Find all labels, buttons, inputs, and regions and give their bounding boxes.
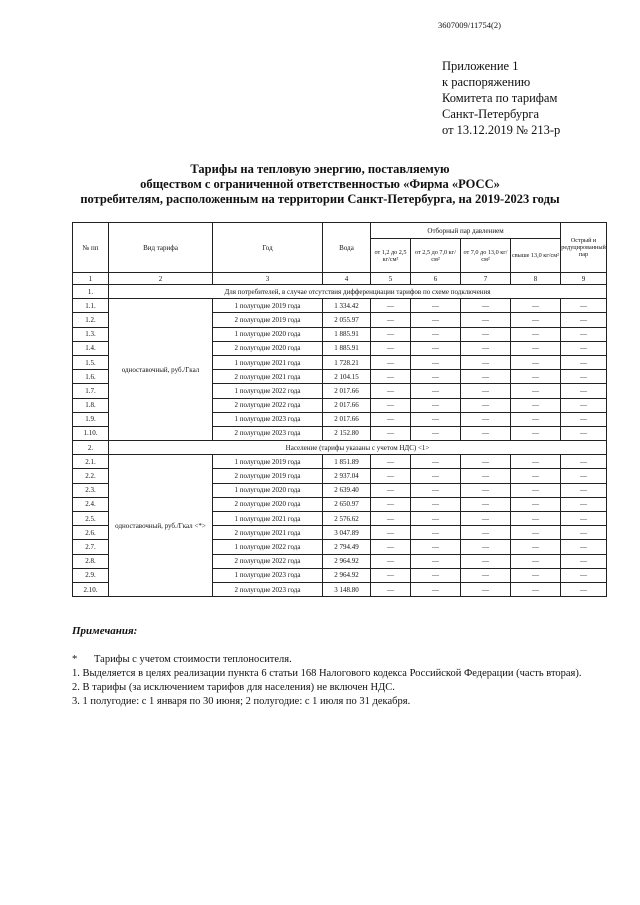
- dash-cell: —: [411, 299, 461, 313]
- row-num: 2.4.: [73, 497, 109, 511]
- dash-cell: —: [561, 299, 607, 313]
- row-num: 2.6.: [73, 526, 109, 540]
- col-number: 8: [511, 273, 561, 285]
- water-value: 1 885.91: [323, 341, 371, 355]
- dash-cell: —: [411, 497, 461, 511]
- water-value: 1 885.91: [323, 327, 371, 341]
- dash-cell: —: [511, 341, 561, 355]
- period: 2 полугодие 2021 года: [213, 526, 323, 540]
- dash-cell: —: [411, 313, 461, 327]
- annex-line: к распоряжению: [442, 75, 531, 89]
- period: 1 полугодие 2019 года: [213, 455, 323, 469]
- dash-cell: —: [461, 412, 511, 426]
- dash-cell: —: [561, 398, 607, 412]
- dash-cell: —: [461, 526, 511, 540]
- dash-cell: —: [511, 299, 561, 313]
- dash-cell: —: [461, 299, 511, 313]
- water-value: 2 576.62: [323, 512, 371, 526]
- header-pressure-1: от 1,2 до 2,5 кг/см²: [371, 239, 411, 273]
- header-year: Год: [213, 223, 323, 273]
- row-num: 2.8.: [73, 554, 109, 568]
- dash-cell: —: [511, 497, 561, 511]
- col-number: 5: [371, 273, 411, 285]
- dash-cell: —: [461, 512, 511, 526]
- dash-cell: —: [561, 512, 607, 526]
- dash-cell: —: [561, 540, 607, 554]
- dash-cell: —: [561, 313, 607, 327]
- dash-cell: —: [411, 568, 461, 582]
- water-value: 2 152.80: [323, 426, 371, 440]
- dash-cell: —: [371, 568, 411, 582]
- water-value: 3 047.89: [323, 526, 371, 540]
- dash-cell: —: [371, 412, 411, 426]
- title-line: Тарифы на тепловую энергию, поставляемую: [190, 162, 450, 176]
- dash-cell: —: [371, 313, 411, 327]
- section-num: 1.: [73, 285, 109, 299]
- dash-cell: —: [461, 384, 511, 398]
- title-line: потребителям, расположенным на территории Санкт-Петербурга, на 2019-2023 годы: [80, 192, 560, 206]
- period: 2 полугодие 2023 года: [213, 426, 323, 440]
- dash-cell: —: [371, 299, 411, 313]
- dash-cell: —: [461, 398, 511, 412]
- dash-cell: —: [511, 582, 561, 596]
- note-star-mark: *: [72, 654, 78, 665]
- row-num: 2.10.: [73, 582, 109, 596]
- section-title: Население (тарифы указаны с учетом НДС) <1>: [109, 441, 607, 455]
- header-pressure-3: от 7,0 до 13,0 кг/см²: [461, 239, 511, 273]
- dash-cell: —: [511, 355, 561, 369]
- dash-cell: —: [371, 426, 411, 440]
- row-num: 1.9.: [73, 412, 109, 426]
- water-value: 2 104.15: [323, 370, 371, 384]
- row-num: 2.5.: [73, 512, 109, 526]
- col-number: 3: [213, 273, 323, 285]
- dash-cell: —: [561, 469, 607, 483]
- row-num: 2.3.: [73, 483, 109, 497]
- row-num: 2.1.: [73, 455, 109, 469]
- dash-cell: —: [371, 355, 411, 369]
- water-value: 2 650.97: [323, 497, 371, 511]
- period: 2 полугодие 2020 года: [213, 497, 323, 511]
- dash-cell: —: [511, 370, 561, 384]
- dash-cell: —: [411, 412, 461, 426]
- table-row: [73, 299, 607, 313]
- dash-cell: —: [461, 483, 511, 497]
- period: 1 полугодие 2020 года: [213, 327, 323, 341]
- dash-cell: —: [561, 483, 607, 497]
- dash-cell: —: [411, 355, 461, 369]
- period: 2 полугодие 2022 года: [213, 398, 323, 412]
- header-water: Вода: [323, 223, 371, 273]
- dash-cell: —: [371, 483, 411, 497]
- dash-cell: —: [461, 469, 511, 483]
- dash-cell: —: [371, 398, 411, 412]
- note-star: [72, 653, 582, 667]
- note-line: 2. В тарифы (за исключением тарифов для населения) не включен НДС.: [72, 682, 395, 693]
- dash-cell: —: [511, 568, 561, 582]
- dash-cell: —: [561, 412, 607, 426]
- title-line: обществом с ограниченной ответственностью «Фирма «РОСС»: [140, 177, 500, 191]
- dash-cell: —: [461, 497, 511, 511]
- period: 1 полугодие 2023 года: [213, 568, 323, 582]
- notes-block: [72, 653, 582, 709]
- annex-block: [442, 58, 560, 138]
- note-star-text: Тарифы с учетом стоимости теплоносителя.: [94, 654, 292, 665]
- document-number: 3607009/11754(2): [438, 20, 501, 30]
- dash-cell: —: [411, 540, 461, 554]
- dash-cell: —: [371, 455, 411, 469]
- dash-cell: —: [461, 455, 511, 469]
- dash-cell: —: [371, 327, 411, 341]
- water-value: 3 148.80: [323, 582, 371, 596]
- tariff-table: [72, 222, 607, 597]
- dash-cell: —: [511, 469, 561, 483]
- annex-line: Комитета по тарифам: [442, 91, 558, 105]
- dash-cell: —: [411, 512, 461, 526]
- period: 1 полугодие 2019 года: [213, 299, 323, 313]
- section-title: Для потребителей, в случае отсутствия дифференциации тарифов по схеме подключения: [109, 285, 607, 299]
- row-num: 1.1.: [73, 299, 109, 313]
- period: 2 полугодие 2020 года: [213, 341, 323, 355]
- dash-cell: —: [511, 526, 561, 540]
- row-num: 1.2.: [73, 313, 109, 327]
- dash-cell: —: [411, 341, 461, 355]
- dash-cell: —: [511, 313, 561, 327]
- dash-cell: —: [411, 398, 461, 412]
- dash-cell: —: [561, 327, 607, 341]
- dash-cell: —: [561, 455, 607, 469]
- dash-cell: —: [461, 582, 511, 596]
- water-value: 2 017.66: [323, 398, 371, 412]
- period: 2 полугодие 2023 года: [213, 582, 323, 596]
- col-number: 6: [411, 273, 461, 285]
- col-number: 9: [561, 273, 607, 285]
- table-row: [73, 455, 607, 469]
- water-value: 2 937.04: [323, 469, 371, 483]
- water-value: 2 964.92: [323, 568, 371, 582]
- dash-cell: —: [461, 341, 511, 355]
- dash-cell: —: [511, 512, 561, 526]
- dash-cell: —: [461, 313, 511, 327]
- dash-cell: —: [411, 426, 461, 440]
- water-value: 1 728.21: [323, 355, 371, 369]
- dash-cell: —: [511, 455, 561, 469]
- section-header-row: [73, 285, 607, 299]
- dash-cell: —: [511, 327, 561, 341]
- dash-cell: —: [371, 554, 411, 568]
- water-value: 2 639.40: [323, 483, 371, 497]
- row-num: 1.10.: [73, 426, 109, 440]
- dash-cell: —: [411, 483, 461, 497]
- dash-cell: —: [371, 526, 411, 540]
- column-numbers-row: [73, 273, 607, 285]
- dash-cell: —: [461, 568, 511, 582]
- dash-cell: —: [461, 554, 511, 568]
- dash-cell: —: [411, 455, 461, 469]
- dash-cell: —: [561, 582, 607, 596]
- water-value: 1 851.89: [323, 455, 371, 469]
- dash-cell: —: [371, 384, 411, 398]
- water-value: 2 017.66: [323, 412, 371, 426]
- row-num: 2.2.: [73, 469, 109, 483]
- water-value: 2 794.49: [323, 540, 371, 554]
- row-num: 1.5.: [73, 355, 109, 369]
- dash-cell: —: [511, 540, 561, 554]
- header-pressure-2: от 2,5 до 7,0 кг/см²: [411, 239, 461, 273]
- dash-cell: —: [561, 341, 607, 355]
- period: 1 полугодие 2020 года: [213, 483, 323, 497]
- header-steam-group: Отборный пар давлением: [371, 223, 561, 239]
- dash-cell: —: [371, 582, 411, 596]
- tariff-type: одноставочный, руб./Гкал <*>: [109, 455, 213, 597]
- dash-cell: —: [561, 497, 607, 511]
- tariff-type: одноставочный, руб./Гкал: [109, 299, 213, 441]
- dash-cell: —: [561, 384, 607, 398]
- period: 1 полугодие 2022 года: [213, 384, 323, 398]
- period: 1 полугодие 2023 года: [213, 412, 323, 426]
- row-num: 1.6.: [73, 370, 109, 384]
- dash-cell: —: [411, 327, 461, 341]
- dash-cell: —: [371, 341, 411, 355]
- water-value: 2 964.92: [323, 554, 371, 568]
- dash-cell: —: [461, 540, 511, 554]
- note-line: 3. 1 полугодие: с 1 января по 30 июня; 2 полугодие: с 1 июля по 31 декабря.: [72, 696, 411, 707]
- period: 2 полугодие 2022 года: [213, 554, 323, 568]
- dash-cell: —: [511, 384, 561, 398]
- dash-cell: —: [411, 384, 461, 398]
- header-sharp-steam: Острый и редуцированный пар: [561, 223, 607, 273]
- period: 2 полугодие 2019 года: [213, 313, 323, 327]
- dash-cell: —: [511, 483, 561, 497]
- annex-line: Приложение 1: [442, 59, 519, 73]
- water-value: 2 055.97: [323, 313, 371, 327]
- dash-cell: —: [371, 469, 411, 483]
- header-pressure-4: свыше 13,0 кг/см²: [511, 239, 561, 273]
- dash-cell: —: [371, 370, 411, 384]
- col-number: 7: [461, 273, 511, 285]
- row-num: 1.8.: [73, 398, 109, 412]
- document-title: [60, 162, 580, 207]
- dash-cell: —: [511, 426, 561, 440]
- row-num: 1.3.: [73, 327, 109, 341]
- dash-cell: —: [411, 370, 461, 384]
- dash-cell: —: [511, 554, 561, 568]
- header-num: № пп: [73, 223, 109, 273]
- period: 1 полугодие 2021 года: [213, 355, 323, 369]
- dash-cell: —: [411, 526, 461, 540]
- dash-cell: —: [461, 426, 511, 440]
- dash-cell: —: [411, 554, 461, 568]
- water-value: 1 334.42: [323, 299, 371, 313]
- dash-cell: —: [411, 582, 461, 596]
- dash-cell: —: [371, 540, 411, 554]
- col-number: 2: [109, 273, 213, 285]
- annex-line: от 13.12.2019 № 213-р: [442, 123, 561, 137]
- col-number: 1: [73, 273, 109, 285]
- period: 1 полугодие 2022 года: [213, 540, 323, 554]
- annex-line: Санкт-Петербурга: [442, 107, 540, 121]
- row-num: 2.7.: [73, 540, 109, 554]
- dash-cell: —: [371, 497, 411, 511]
- water-value: 2 017.66: [323, 384, 371, 398]
- note-line: 1. Выделяется в целях реализации пункта 6 статьи 168 Налогового кодекса Российской Федерации (часть вторая).: [72, 668, 582, 679]
- period: 1 полугодие 2021 года: [213, 512, 323, 526]
- dash-cell: —: [561, 426, 607, 440]
- dash-cell: —: [461, 355, 511, 369]
- row-num: 1.4.: [73, 341, 109, 355]
- dash-cell: —: [461, 370, 511, 384]
- dash-cell: —: [561, 568, 607, 582]
- dash-cell: —: [511, 398, 561, 412]
- period: 2 полугодие 2021 года: [213, 370, 323, 384]
- col-number: 4: [323, 273, 371, 285]
- dash-cell: —: [561, 355, 607, 369]
- dash-cell: —: [411, 469, 461, 483]
- notes-title: Примечания:: [72, 625, 138, 637]
- dash-cell: —: [461, 327, 511, 341]
- dash-cell: —: [371, 512, 411, 526]
- row-num: 1.7.: [73, 384, 109, 398]
- section-num: 2.: [73, 441, 109, 455]
- row-num: 2.9.: [73, 568, 109, 582]
- dash-cell: —: [511, 412, 561, 426]
- section-header-row: [73, 441, 607, 455]
- period: 2 полугодие 2019 года: [213, 469, 323, 483]
- dash-cell: —: [561, 526, 607, 540]
- dash-cell: —: [561, 370, 607, 384]
- dash-cell: —: [561, 554, 607, 568]
- header-tariff-type: Вид тарифа: [109, 223, 213, 273]
